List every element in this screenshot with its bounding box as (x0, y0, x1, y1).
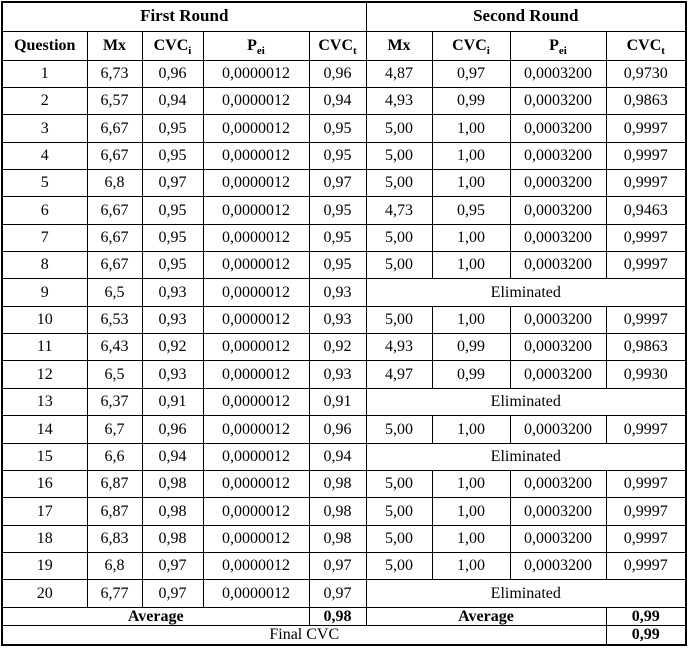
col-header-cvct-first-sub: t (353, 44, 357, 57)
table-row (2, 416, 686, 443)
table-row (2, 388, 686, 415)
first-round-mx-cell: 6,67 (87, 224, 142, 251)
first-round-mx-cell: 6,8 (87, 169, 142, 196)
first-round-pei-cell: 0,0000012 (203, 498, 309, 525)
second-round-cvci-cell: 0,95 (432, 197, 510, 224)
first-round-pei-cell: 0,0000012 (203, 470, 309, 497)
table-row (2, 306, 686, 333)
table-row (2, 142, 686, 169)
question-number-cell: 17 (2, 498, 87, 525)
first-round-cvct-cell: 0,98 (309, 498, 366, 525)
first-round-cvct-cell: 0,97 (309, 552, 366, 579)
col-header-cvci-second-label: CVC (452, 36, 487, 54)
first-round-mx-cell: 6,67 (87, 142, 142, 169)
round-header-row (2, 2, 686, 31)
second-round-cvci-cell: 1,00 (432, 169, 510, 196)
first-round-cvci-cell: 0,95 (142, 142, 203, 169)
first-round-mx-cell: 6,67 (87, 252, 142, 279)
question-number-cell: 2 (2, 87, 87, 114)
question-number-cell: 10 (2, 306, 87, 333)
first-round-cvct-cell: 0,91 (309, 388, 366, 415)
first-round-pei-cell: 0,0000012 (203, 224, 309, 251)
second-round-cvct-cell: 0,9997 (606, 115, 686, 142)
col-header-cvct-first-label: CVC (318, 36, 353, 54)
first-round-cvct-cell: 0,93 (309, 361, 366, 388)
first-round-pei-cell: 0,0000012 (203, 60, 309, 87)
first-round-pei-cell: 0,0000012 (203, 552, 309, 579)
question-number-cell: 3 (2, 115, 87, 142)
average-label-second-round: Average (366, 607, 606, 626)
second-round-cvct-cell: 0,9730 (606, 60, 686, 87)
second-round-mx-cell: 5,00 (366, 416, 432, 443)
second-round-cvci-cell: 0,99 (432, 334, 510, 361)
first-round-cvct-cell: 0,96 (309, 416, 366, 443)
second-round-mx-cell: 5,00 (366, 525, 432, 552)
table-row (2, 498, 686, 525)
first-round-cvci-cell: 0,93 (142, 306, 203, 333)
second-round-cvct-cell: 0,9997 (606, 525, 686, 552)
second-round-pei-cell: 0,0003200 (510, 224, 606, 251)
first-round-pei-cell: 0,0000012 (203, 252, 309, 279)
first-round-pei-cell: 0,0000012 (203, 580, 309, 607)
table-row (2, 252, 686, 279)
first-round-cvct-cell: 0,95 (309, 197, 366, 224)
second-round-mx-cell: 5,00 (366, 252, 432, 279)
second-round-mx-cell: 5,00 (366, 498, 432, 525)
second-round-cvct-cell: 0,9863 (606, 87, 686, 114)
col-header-pei-first-sub: ei (256, 44, 265, 57)
second-round-mx-cell: 5,00 (366, 142, 432, 169)
second-round-cvct-cell: 0,9997 (606, 470, 686, 497)
first-round-cvct-cell: 0,93 (309, 306, 366, 333)
second-round-cvci-cell: 1,00 (432, 252, 510, 279)
col-header-cvci-first-sub: i (188, 44, 192, 57)
col-header-pei-second (510, 31, 606, 60)
col-header-pei-first-label: P (247, 36, 257, 54)
second-round-pei-cell: 0,0003200 (510, 87, 606, 114)
table-row (2, 361, 686, 388)
second-round-cvci-cell: 1,00 (432, 416, 510, 443)
question-number-cell: 4 (2, 142, 87, 169)
first-round-pei-cell: 0,0000012 (203, 306, 309, 333)
first-round-cvci-cell: 0,95 (142, 115, 203, 142)
second-round-mx-cell: 5,00 (366, 224, 432, 251)
second-round-pei-cell: 0,0003200 (510, 197, 606, 224)
question-number-cell: 13 (2, 388, 87, 415)
first-round-mx-cell: 6,77 (87, 580, 142, 607)
first-round-cvct-cell: 0,97 (309, 580, 366, 607)
second-round-mx-cell: 5,00 (366, 470, 432, 497)
table-row (2, 334, 686, 361)
first-round-cvci-cell: 0,97 (142, 580, 203, 607)
first-round-mx-cell: 6,67 (87, 197, 142, 224)
question-number-cell: 15 (2, 443, 87, 470)
first-round-pei-cell: 0,0000012 (203, 416, 309, 443)
second-round-cvct-cell: 0,9997 (606, 252, 686, 279)
col-header-cvci-second (432, 31, 510, 60)
first-round-cvci-cell: 0,97 (142, 552, 203, 579)
second-round-mx-cell: 5,00 (366, 169, 432, 196)
first-round-mx-cell: 6,83 (87, 525, 142, 552)
first-round-cvci-cell: 0,96 (142, 416, 203, 443)
first-round-cvct-cell: 0,92 (309, 334, 366, 361)
first-round-cvci-cell: 0,94 (142, 443, 203, 470)
second-round-cvci-cell: 1,00 (432, 552, 510, 579)
first-round-cvct-cell: 0,94 (309, 443, 366, 470)
col-header-cvct-second (606, 31, 686, 60)
first-round-pei-cell: 0,0000012 (203, 388, 309, 415)
table-row (2, 580, 686, 607)
col-header-pei-second-sub: ei (558, 44, 567, 57)
question-number-cell: 5 (2, 169, 87, 196)
second-round-cvct-cell: 0,9997 (606, 498, 686, 525)
second-round-cvci-cell: 1,00 (432, 224, 510, 251)
second-round-cvct-cell: 0,9997 (606, 552, 686, 579)
question-number-cell: 16 (2, 470, 87, 497)
second-round-pei-cell: 0,0003200 (510, 525, 606, 552)
col-header-question (2, 31, 87, 60)
question-number-cell: 19 (2, 552, 87, 579)
first-round-cvci-cell: 0,96 (142, 60, 203, 87)
second-round-cvct-cell: 0,9930 (606, 361, 686, 388)
first-round-cvct-cell: 0,95 (309, 224, 366, 251)
col-header-mx-second (366, 31, 432, 60)
first-round-pei-cell: 0,0000012 (203, 87, 309, 114)
second-round-cvci-cell: 0,99 (432, 361, 510, 388)
first-round-cvct-cell: 0,97 (309, 169, 366, 196)
second-round-mx-cell: 4,93 (366, 334, 432, 361)
second-round-mx-cell: 5,00 (366, 552, 432, 579)
first-round-mx-cell: 6,43 (87, 334, 142, 361)
second-round-cvci-cell: 1,00 (432, 142, 510, 169)
first-round-pei-cell: 0,0000012 (203, 169, 309, 196)
table-row (2, 552, 686, 579)
first-round-mx-cell: 6,6 (87, 443, 142, 470)
table-row (2, 169, 686, 196)
second-round-pei-cell: 0,0003200 (510, 334, 606, 361)
second-round-pei-cell: 0,0003200 (510, 60, 606, 87)
eliminated-cell: Eliminated (366, 580, 686, 607)
second-round-cvct-cell: 0,9997 (606, 224, 686, 251)
table-row (2, 470, 686, 497)
col-header-cvci-first-label: CVC (153, 36, 189, 54)
question-number-cell: 12 (2, 361, 87, 388)
column-header-row (2, 31, 686, 60)
col-header-cvci-second-sub: i (486, 44, 490, 57)
first-round-pei-cell: 0,0000012 (203, 279, 309, 306)
table-footer (2, 607, 686, 645)
first-round-cvct-cell: 0,98 (309, 470, 366, 497)
col-header-mx-first (87, 31, 142, 60)
second-round-cvci-cell: 1,00 (432, 498, 510, 525)
second-round-mx-cell: 4,73 (366, 197, 432, 224)
table-row (2, 525, 686, 552)
second-round-pei-cell: 0,0003200 (510, 306, 606, 333)
first-round-cvci-cell: 0,95 (142, 224, 203, 251)
question-number-cell: 18 (2, 525, 87, 552)
second-round-cvci-cell: 1,00 (432, 115, 510, 142)
eliminated-cell: Eliminated (366, 279, 686, 306)
final-cvc-row (2, 626, 686, 645)
table-row (2, 224, 686, 251)
second-round-mx-cell: 4,93 (366, 87, 432, 114)
first-round-cvci-cell: 0,97 (142, 169, 203, 196)
col-header-cvct-second-sub: t (661, 44, 665, 57)
first-round-mx-cell: 6,53 (87, 306, 142, 333)
first-round-cvct-cell: 0,95 (309, 115, 366, 142)
second-round-cvct-cell: 0,9997 (606, 142, 686, 169)
question-number-cell: 1 (2, 60, 87, 87)
second-round-pei-cell: 0,0003200 (510, 142, 606, 169)
first-round-cvci-cell: 0,95 (142, 197, 203, 224)
question-number-cell: 7 (2, 224, 87, 251)
col-header-mx-second-label: Mx (387, 36, 411, 54)
second-round-pei-cell: 0,0003200 (510, 361, 606, 388)
question-number-cell: 8 (2, 252, 87, 279)
first-round-cvci-cell: 0,94 (142, 87, 203, 114)
second-round-cvci-cell: 1,00 (432, 470, 510, 497)
first-round-pei-cell: 0,0000012 (203, 443, 309, 470)
final-cvc-label: Final CVC (2, 626, 606, 645)
first-round-cvci-cell: 0,92 (142, 334, 203, 361)
second-round-cvct-cell: 0,9997 (606, 169, 686, 196)
second-round-pei-cell: 0,0003200 (510, 252, 606, 279)
eliminated-cell: Eliminated (366, 443, 686, 470)
first-round-pei-cell: 0,0000012 (203, 361, 309, 388)
second-round-cvci-cell: 1,00 (432, 525, 510, 552)
first-round-pei-cell: 0,0000012 (203, 525, 309, 552)
second-round-pei-cell: 0,0003200 (510, 552, 606, 579)
first-round-mx-cell: 6,5 (87, 361, 142, 388)
second-round-cvct-cell: 0,9463 (606, 197, 686, 224)
first-round-header: First Round (2, 2, 366, 31)
table-row (2, 443, 686, 470)
final-cvc-value: 0,99 (606, 626, 686, 645)
first-round-cvct-cell: 0,96 (309, 60, 366, 87)
first-round-cvct-cell: 0,94 (309, 87, 366, 114)
first-round-pei-cell: 0,0000012 (203, 115, 309, 142)
first-round-cvct-cell: 0,95 (309, 142, 366, 169)
question-number-cell: 14 (2, 416, 87, 443)
second-round-pei-cell: 0,0003200 (510, 115, 606, 142)
first-round-cvci-cell: 0,98 (142, 498, 203, 525)
col-header-question-label: Question (14, 36, 76, 54)
table-row (2, 60, 686, 87)
second-round-pei-cell: 0,0003200 (510, 169, 606, 196)
first-round-mx-cell: 6,87 (87, 498, 142, 525)
question-number-cell: 6 (2, 197, 87, 224)
first-round-mx-cell: 6,7 (87, 416, 142, 443)
first-round-mx-cell: 6,57 (87, 87, 142, 114)
table-row (2, 115, 686, 142)
second-round-mx-cell: 4,87 (366, 60, 432, 87)
second-round-mx-cell: 5,00 (366, 115, 432, 142)
second-round-pei-cell: 0,0003200 (510, 470, 606, 497)
first-round-cvct-cell: 0,93 (309, 279, 366, 306)
eliminated-cell: Eliminated (366, 388, 686, 415)
col-header-cvci-first (142, 31, 203, 60)
second-round-mx-cell: 5,00 (366, 306, 432, 333)
question-number-cell: 11 (2, 334, 87, 361)
col-header-cvct-first (309, 31, 366, 60)
first-round-pei-cell: 0,0000012 (203, 334, 309, 361)
average-row (2, 607, 686, 626)
first-round-cvci-cell: 0,98 (142, 470, 203, 497)
first-round-cvci-cell: 0,91 (142, 388, 203, 415)
first-round-mx-cell: 6,5 (87, 279, 142, 306)
second-round-average-value: 0,99 (606, 607, 686, 626)
second-round-cvci-cell: 0,97 (432, 60, 510, 87)
second-round-header: Second Round (366, 2, 686, 31)
average-label-first-round: Average (2, 607, 309, 626)
first-round-cvci-cell: 0,95 (142, 252, 203, 279)
question-number-cell: 9 (2, 279, 87, 306)
first-round-cvci-cell: 0,93 (142, 279, 203, 306)
first-round-mx-cell: 6,87 (87, 470, 142, 497)
second-round-cvct-cell: 0,9997 (606, 306, 686, 333)
table-header (2, 2, 686, 60)
second-round-cvci-cell: 1,00 (432, 306, 510, 333)
col-header-cvct-second-label: CVC (626, 36, 662, 54)
second-round-mx-cell: 4,97 (366, 361, 432, 388)
second-round-cvct-cell: 0,9863 (606, 334, 686, 361)
second-round-cvci-cell: 0,99 (432, 87, 510, 114)
cvc-validity-table (1, 1, 687, 646)
table-row (2, 87, 686, 114)
first-round-cvci-cell: 0,93 (142, 361, 203, 388)
first-round-mx-cell: 6,37 (87, 388, 142, 415)
first-round-mx-cell: 6,8 (87, 552, 142, 579)
table-row (2, 197, 686, 224)
col-header-pei-second-label: P (549, 36, 559, 54)
table-body (2, 60, 686, 607)
first-round-pei-cell: 0,0000012 (203, 197, 309, 224)
first-round-pei-cell: 0,0000012 (203, 142, 309, 169)
first-round-cvct-cell: 0,98 (309, 525, 366, 552)
second-round-cvct-cell: 0,9997 (606, 416, 686, 443)
second-round-pei-cell: 0,0003200 (510, 498, 606, 525)
col-header-mx-first-label: Mx (102, 36, 127, 54)
first-round-average-value: 0,98 (309, 607, 366, 626)
first-round-mx-cell: 6,67 (87, 115, 142, 142)
table-row (2, 279, 686, 306)
question-number-cell: 20 (2, 580, 87, 607)
col-header-pei-first (203, 31, 309, 60)
first-round-cvci-cell: 0,98 (142, 525, 203, 552)
first-round-mx-cell: 6,73 (87, 60, 142, 87)
second-round-pei-cell: 0,0003200 (510, 416, 606, 443)
first-round-cvct-cell: 0,95 (309, 252, 366, 279)
